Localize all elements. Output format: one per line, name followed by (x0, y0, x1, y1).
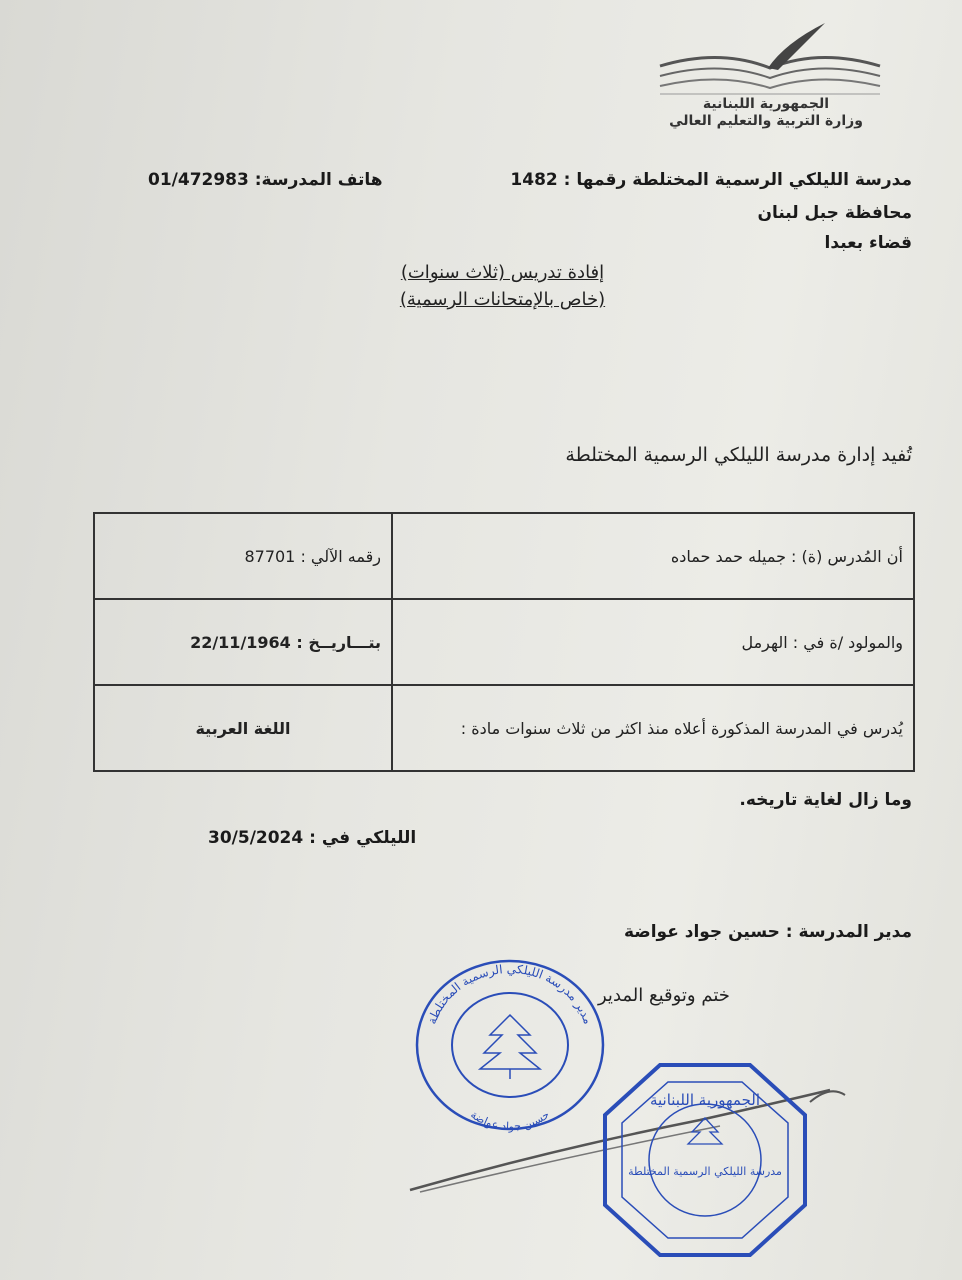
stamp2-inner: مدرسة الليلكي الرسمية المختلطة (628, 1165, 782, 1178)
table-row (94, 513, 914, 599)
phone-line: هاتف المدرسة: 01/472983 (148, 170, 383, 190)
signature-label: ختم وتوقيع المدير (598, 985, 730, 1006)
place-date: الليلكي في : 30/5/2024 (208, 828, 417, 848)
governorate: محافظة جبل لبنان (757, 203, 912, 223)
ministry-line2: وزارة التربية والتعليم العالي (669, 113, 863, 129)
teacher-info-table (93, 512, 915, 772)
stamp1-text: مدير مدرسة الليلكي الرسمية المختلطة (424, 961, 596, 1026)
cedar-icon (688, 1118, 722, 1144)
closing-text: وما زال لغاية تاريخه. (739, 790, 912, 810)
table-row (94, 685, 914, 771)
birthplace-cell: والمولود /ة في : الهرمل (392, 599, 914, 685)
republic-stamp (600, 1060, 810, 1260)
ministry-logo (650, 18, 890, 98)
document-title (380, 262, 625, 316)
cedar-icon (480, 1015, 540, 1079)
title-line1: إفادة تدريس (ثلاث سنوات) (400, 262, 605, 283)
stamp1-name: حسين جواد عواضة (468, 1107, 552, 1134)
district: قضاء بعبدا (824, 233, 912, 253)
birthdate-cell: بتـــاريــخ : 22/11/1964 (94, 599, 392, 685)
director-name: مدير المدرسة : حسين جواد عواضة (623, 922, 912, 942)
teacher-name-cell: أن المُدرس (ة) : جميله حمد حماده (392, 513, 914, 599)
title-line2: (خاص بالإمتحانات الرسمية) (399, 289, 606, 310)
ministry-line1: الجمهورية اللبنانية (702, 96, 830, 112)
stamp2-text: الجمهورية اللبنانية (649, 1091, 761, 1109)
table-row (94, 599, 914, 685)
subject-label-cell: يُدرس في المدرسة المذكورة أعلاه منذ اكثر من ثلاث سنوات مادة : (392, 685, 914, 771)
intro-text: تُفيد إدارة مدرسة الليلكي الرسمية المختلطة (565, 444, 912, 466)
teacher-id-cell: رقمه الآلي : 87701 (94, 513, 392, 599)
subject-cell: اللغة العربية (94, 685, 392, 771)
director-stamp (410, 955, 610, 1135)
school-line: مدرسة الليلكي الرسمية المختلطة رقمها : 1482 (510, 170, 912, 190)
ministry-header (636, 96, 896, 130)
